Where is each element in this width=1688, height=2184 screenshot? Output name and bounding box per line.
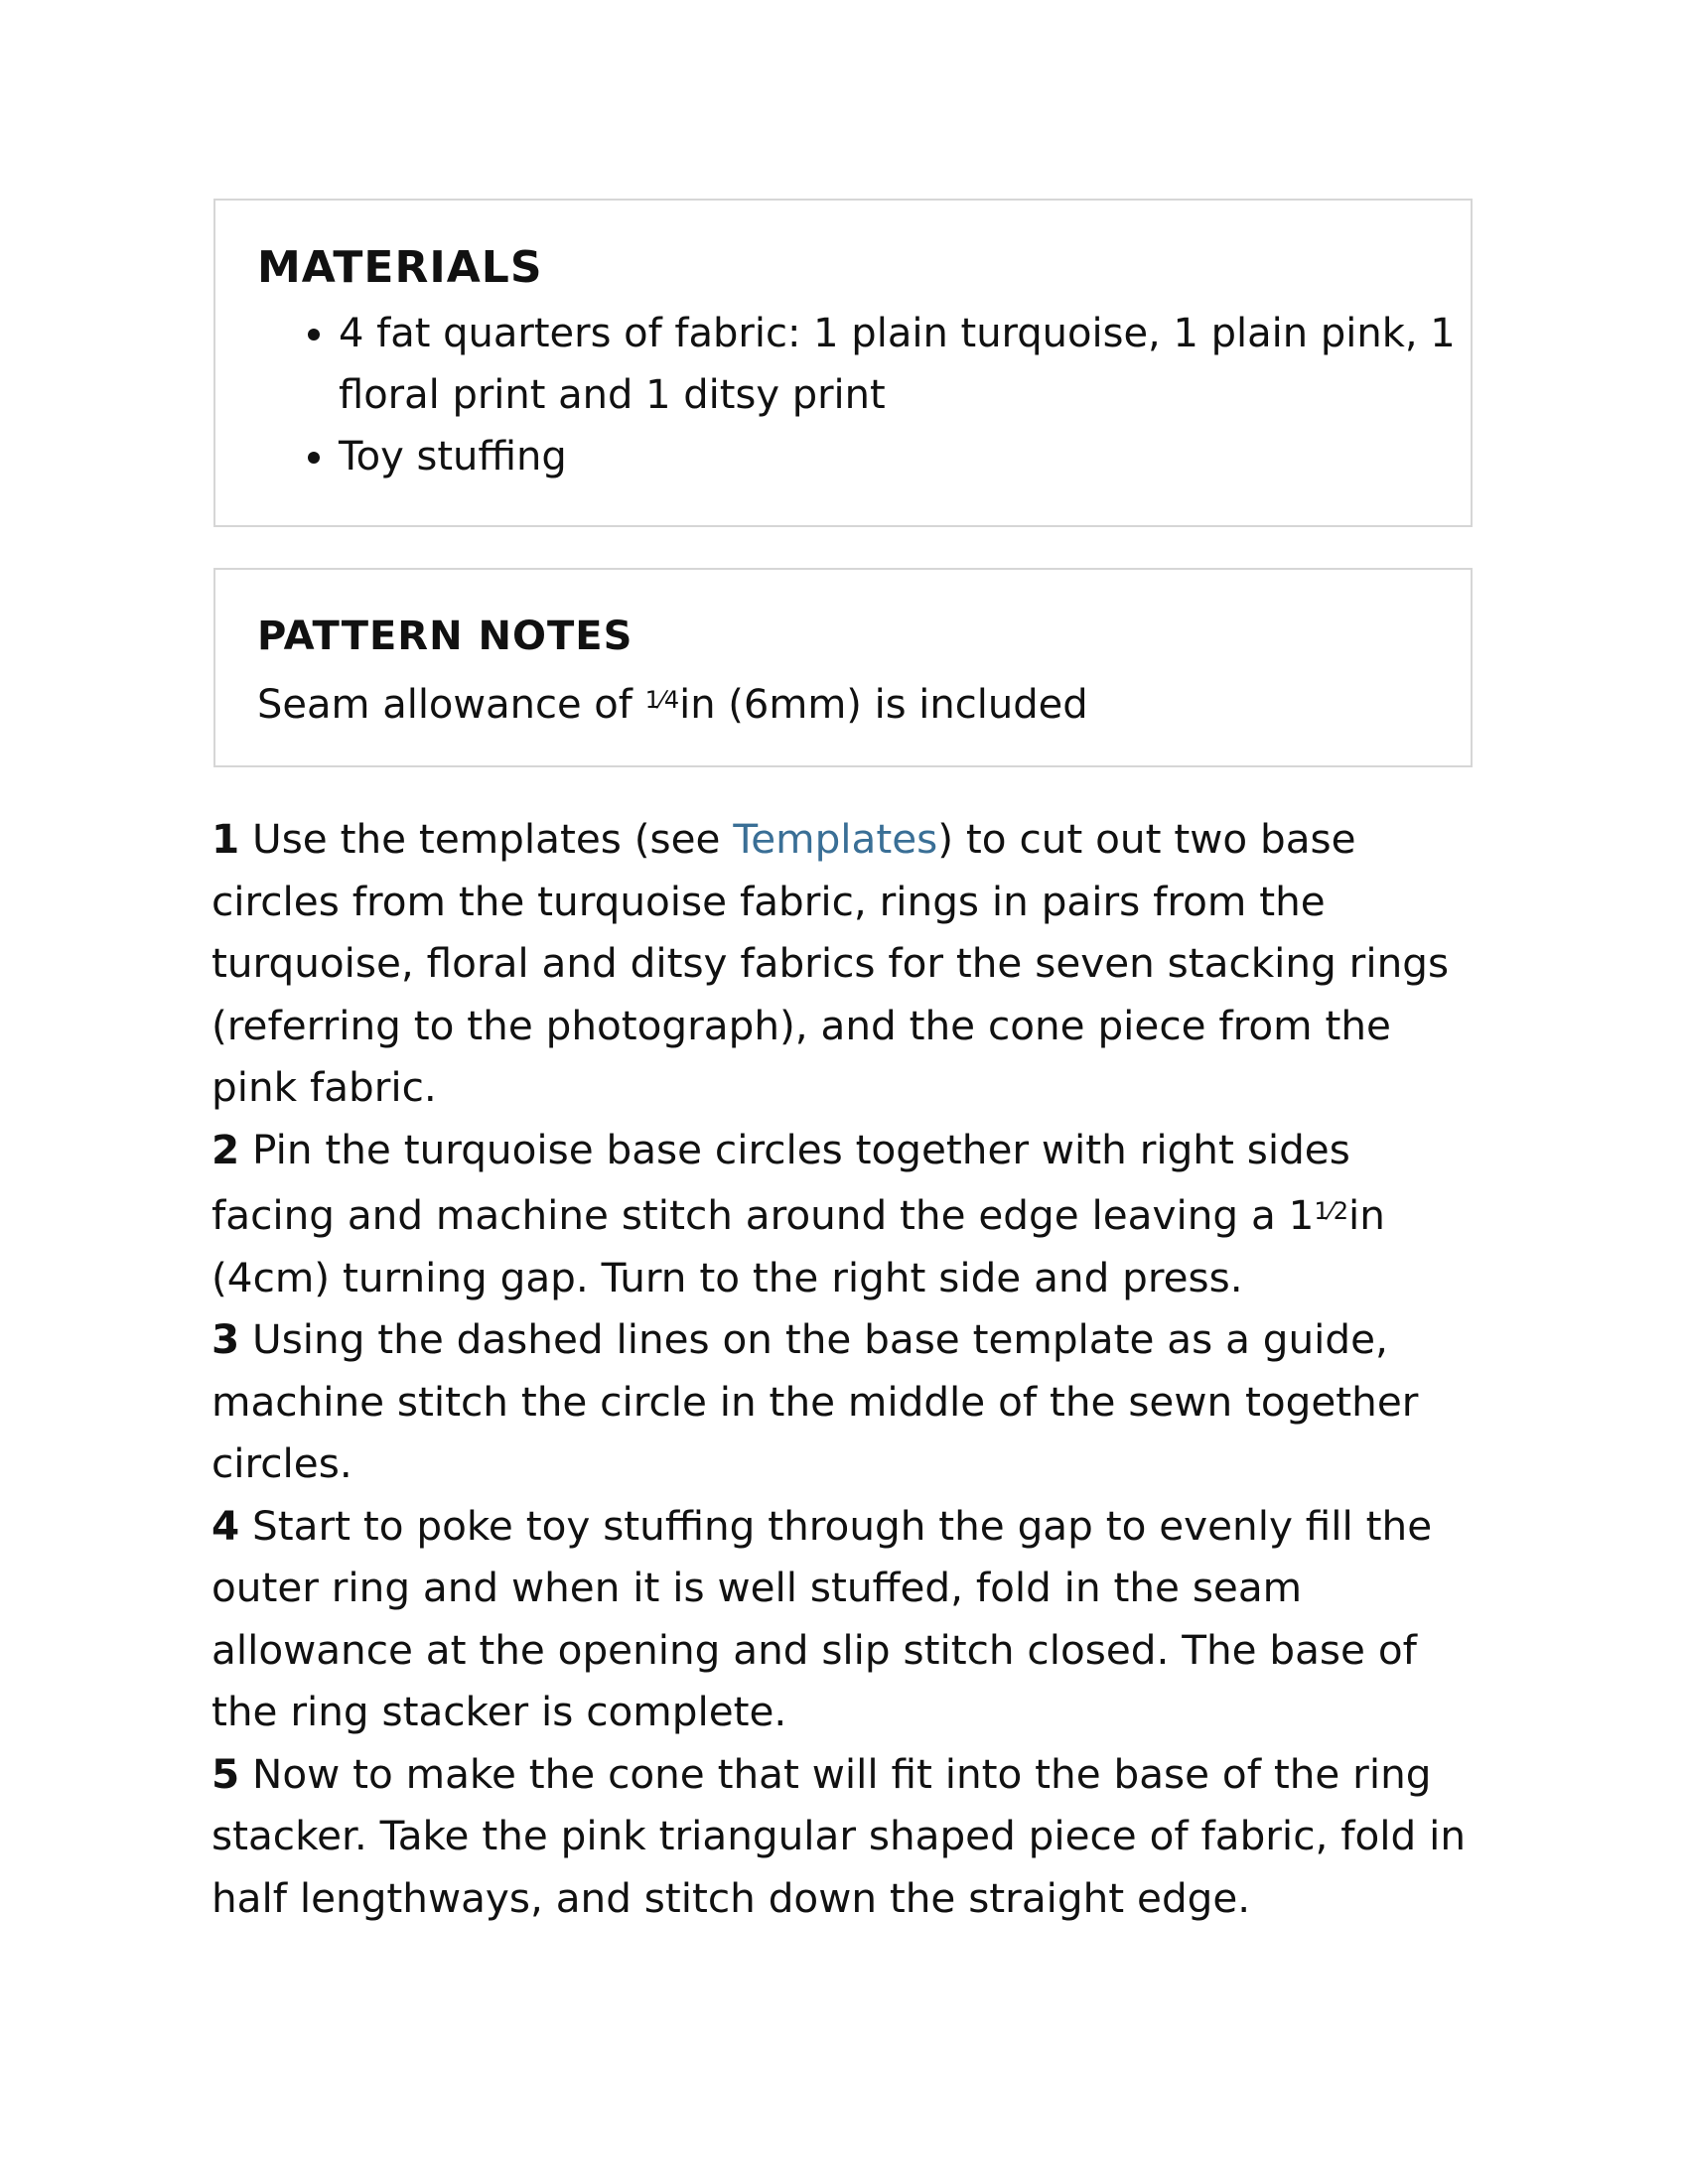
materials-box [213, 199, 1473, 527]
fraction-quarter: 1⁄4 [644, 686, 680, 714]
materials-heading: MATERIALS [257, 242, 543, 293]
step-text: Pin the turquoise base circles together with right sides facing and machine stitch around the edge leaving a 1 [211, 1125, 1350, 1239]
step-number: 4 [211, 1501, 240, 1550]
pattern-notes-text [257, 669, 1088, 736]
step-text: Using the dashed lines on the base template as a guide, machine stitch the circle in the middle of the sewn together circles. [211, 1315, 1419, 1487]
materials-list [299, 303, 1480, 487]
step-number: 5 [211, 1749, 240, 1798]
pattern-notes-heading: PATTERN NOTES [257, 614, 633, 659]
step-number: 3 [211, 1315, 240, 1363]
step-2 [211, 1119, 1482, 1309]
materials-item: • Toy stuffing [339, 426, 1480, 487]
step-text: Now to make the cone that will fit into the base of the ring stacker. Take the pink triangular shaped piece of fabric, fold in half lengthways, and stitch down the straight edge. [211, 1749, 1466, 1922]
instruction-steps [211, 808, 1482, 1929]
notes-text-end: in (6mm) is included [679, 682, 1088, 728]
notes-text-start: Seam allowance of [257, 682, 645, 728]
step-1 [211, 808, 1482, 1119]
step-text: Start to poke toy stuffing through the gap to evenly fill the outer ring and when it is well stuffed, fold in the seam allowance at the opening and slip stitch closed. The base of the ring stacker is complete. [211, 1501, 1433, 1735]
step-number: 1 [211, 815, 240, 863]
fraction-half: 1⁄2 [1314, 1197, 1348, 1225]
templates-link[interactable]: Templates [733, 815, 938, 863]
step-number: 2 [211, 1125, 240, 1173]
step-text: in (4cm) turning gap. Turn to the right side and press. [211, 1191, 1385, 1301]
step-5 [211, 1743, 1482, 1930]
step-text: ) to cut out two base circles from the turquoise fabric, rings in pairs from the turquoise, floral and ditsy fabrics for the seven stacking rings (referring to the photograph), and the cone piece from the pink fabric. [211, 815, 1450, 1111]
step-3 [211, 1308, 1482, 1495]
step-text: Use the templates (see [239, 815, 734, 863]
step-4 [211, 1495, 1482, 1743]
materials-item: • 4 fat quarters of fabric: 1 plain turquoise, 1 plain pink, 1 floral print and 1 ditsy print [339, 303, 1480, 426]
pattern-notes-box [213, 568, 1473, 767]
